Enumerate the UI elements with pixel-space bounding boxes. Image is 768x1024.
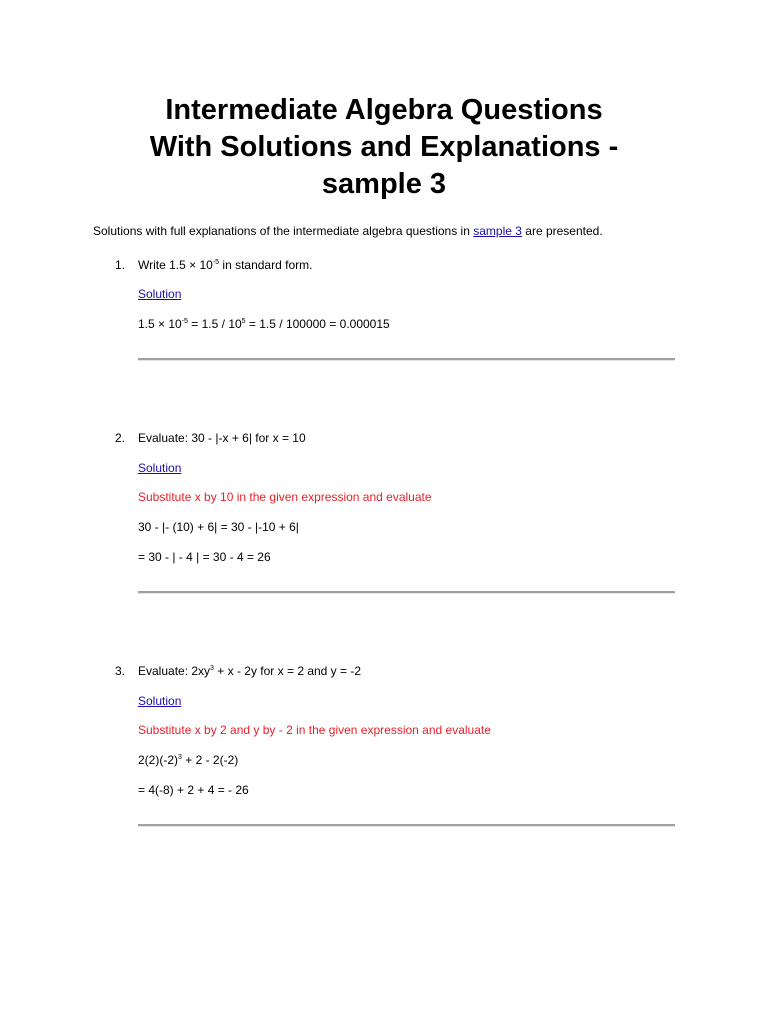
question-1-solution-wrap: [138, 285, 181, 303]
question-1-solution-link[interactable]: Solution: [138, 287, 182, 301]
divider-2: [138, 591, 675, 594]
divider-3: [138, 824, 675, 827]
divider-1: [138, 358, 675, 361]
question-3-step-2: = 4(-8) + 2 + 4 = - 26: [138, 783, 249, 797]
question-1-text: Write $1.5 \times 10^{-5}$ in standard form.: [138, 258, 313, 272]
question-3-solution-link[interactable]: Solution: [138, 694, 182, 708]
question-2-step-2: = 30 - | - 4 | = 30 - 4 = 26: [138, 550, 271, 564]
question-3-solution-wrap: [138, 692, 181, 710]
intro-text-after: are presented.: [521, 224, 603, 238]
intro-text-before: Solutions with full explanations of the intermediate algebra questions in: [93, 224, 474, 238]
question-1-number: 1.: [115, 258, 126, 272]
question-2-text: Evaluate: 30 - |-x + 6| for x = 10: [138, 431, 306, 445]
intro-paragraph: [93, 222, 603, 240]
question-2-solution-wrap: [138, 459, 181, 477]
question-3-text: Evaluate: $2xy^3 + x - 2y$ for x = 2 and y = -2: [138, 664, 362, 678]
question-2-step-1: 30 - |- (10) + 6| = 30 - |-10 + 6|: [138, 520, 299, 534]
title-line-2: With Solutions and Explanations -: [149, 131, 619, 163]
question-2-number: 2.: [115, 431, 126, 445]
page-title: [84, 92, 684, 203]
title-line-3: sample 3: [321, 168, 447, 200]
question-2-solution-link[interactable]: Solution: [138, 461, 182, 475]
question-1-answer: $1.5 \times 10^{-5} = 1.5 / 10^5 = 1.5 / 100000 = 0.000015$: [138, 317, 390, 331]
question-3-hint: Substitute x by 2 and y by - 2 in the given expression and evaluate: [138, 723, 491, 737]
sample-3-link[interactable]: sample 3: [473, 224, 522, 238]
title-line-1: Intermediate Algebra Questions: [165, 94, 603, 126]
question-3-step-1: $2(2)(-2)^3 + 2 - 2(-2)$: [138, 753, 239, 767]
question-3-number: 3.: [115, 664, 126, 678]
question-2-hint: Substitute x by 10 in the given expression and evaluate: [138, 490, 432, 504]
